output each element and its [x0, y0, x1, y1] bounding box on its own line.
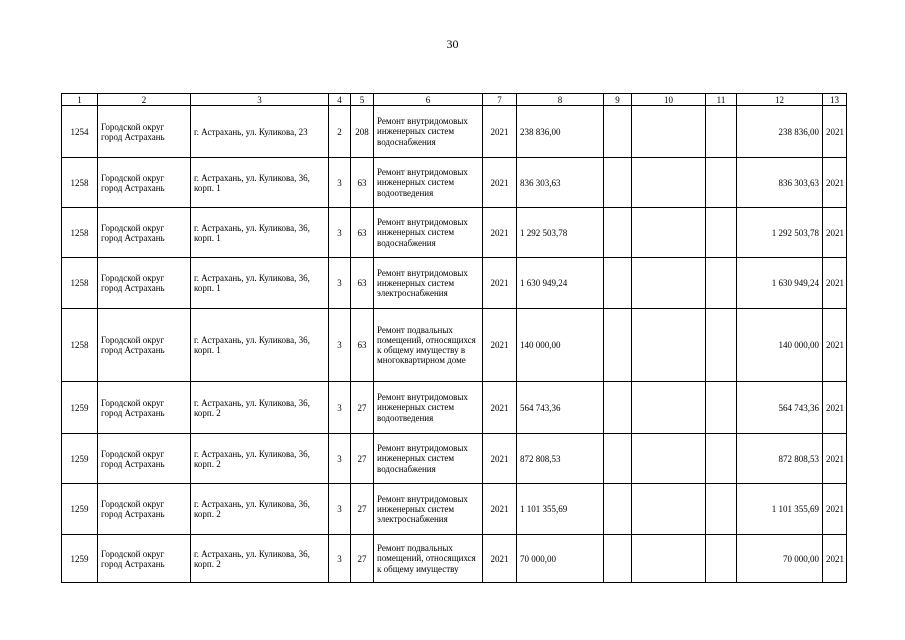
column-11-cell [706, 434, 737, 484]
address-cell: г. Астрахань, ул. Куликова, 36, корп. 1 [191, 158, 329, 208]
column-10-cell [632, 106, 706, 158]
end-year-cell: 2021 [823, 208, 847, 258]
end-year-cell: 2021 [823, 484, 847, 535]
work-type-cell: Ремонт внутридомовых инженерных систем водоснабжения [374, 106, 483, 158]
column-10-cell [632, 258, 706, 309]
column-header-8: 8 [517, 94, 604, 106]
floors-cell: 2 [329, 106, 351, 158]
end-year-cell: 2021 [823, 382, 847, 434]
cost-cell: 1 292 503,78 [517, 208, 604, 258]
column-10-cell [632, 434, 706, 484]
work-type-cell: Ремонт внутридомовых инженерных систем водоснабжения [374, 434, 483, 484]
work-type-cell: Ремонт внутридомовых инженерных систем электроснабжения [374, 258, 483, 309]
address-cell: г. Астрахань, ул. Куликова, 36, корп. 1 [191, 208, 329, 258]
floors-cell: 3 [329, 208, 351, 258]
floors-cell: 3 [329, 158, 351, 208]
address-cell: г. Астрахань, ул. Куликова, 36, корп. 1 [191, 309, 329, 382]
column-9-cell [604, 208, 632, 258]
column-11-cell [706, 106, 737, 158]
column-header-9: 9 [604, 94, 632, 106]
floors-cell: 3 [329, 434, 351, 484]
apartments-cell: 63 [351, 208, 374, 258]
column-header-2: 2 [98, 94, 191, 106]
row-number-cell: 1258 [62, 158, 98, 208]
apartments-cell: 63 [351, 258, 374, 309]
year-cell: 2021 [483, 106, 517, 158]
row-number-cell: 1259 [62, 434, 98, 484]
row-number-cell: 1259 [62, 382, 98, 434]
column-10-cell [632, 484, 706, 535]
municipality-cell: Городской округ город Астрахань [98, 535, 191, 583]
column-10-cell [632, 309, 706, 382]
address-cell: г. Астрахань, ул. Куликова, 36, корп. 2 [191, 382, 329, 434]
table-row [62, 484, 847, 535]
municipality-cell: Городской округ город Астрахань [98, 158, 191, 208]
cost-cell: 70 000,00 [517, 535, 604, 583]
total-cost-cell: 836 303,63 [737, 158, 823, 208]
end-year-cell: 2021 [823, 309, 847, 382]
page-number: 30 [446, 37, 459, 51]
municipality-cell: Городской округ город Астрахань [98, 106, 191, 158]
end-year-cell: 2021 [823, 106, 847, 158]
table-row [62, 535, 847, 583]
column-9-cell [604, 382, 632, 434]
table-row [62, 208, 847, 258]
floors-cell: 3 [329, 382, 351, 434]
column-header-11: 11 [706, 94, 737, 106]
total-cost-cell: 1 101 355,69 [737, 484, 823, 535]
total-cost-cell: 1 292 503,78 [737, 208, 823, 258]
column-11-cell [706, 158, 737, 208]
table-row [62, 309, 847, 382]
apartments-cell: 27 [351, 484, 374, 535]
apartments-cell: 208 [351, 106, 374, 158]
row-number-cell: 1254 [62, 106, 98, 158]
year-cell: 2021 [483, 158, 517, 208]
table-row [62, 258, 847, 309]
address-cell: г. Астрахань, ул. Куликова, 36, корп. 2 [191, 484, 329, 535]
table-row [62, 106, 847, 158]
apartments-cell: 27 [351, 535, 374, 583]
column-10-cell [632, 208, 706, 258]
cost-cell: 238 836,00 [517, 106, 604, 158]
apartments-cell: 63 [351, 309, 374, 382]
total-cost-cell: 70 000,00 [737, 535, 823, 583]
column-11-cell [706, 208, 737, 258]
year-cell: 2021 [483, 434, 517, 484]
column-header-7: 7 [483, 94, 517, 106]
column-header-5: 5 [351, 94, 374, 106]
column-11-cell [706, 309, 737, 382]
column-header-6: 6 [374, 94, 483, 106]
municipality-cell: Городской округ город Астрахань [98, 434, 191, 484]
cost-cell: 1 630 949,24 [517, 258, 604, 309]
end-year-cell: 2021 [823, 158, 847, 208]
municipality-cell: Городской округ город Астрахань [98, 258, 191, 309]
floors-cell: 3 [329, 484, 351, 535]
address-cell: г. Астрахань, ул. Куликова, 23 [191, 106, 329, 158]
total-cost-cell: 564 743,36 [737, 382, 823, 434]
row-number-cell: 1258 [62, 208, 98, 258]
column-10-cell [632, 382, 706, 434]
column-11-cell [706, 535, 737, 583]
cost-cell: 836 303,63 [517, 158, 604, 208]
year-cell: 2021 [483, 535, 517, 583]
cost-cell: 872 808,53 [517, 434, 604, 484]
end-year-cell: 2021 [823, 434, 847, 484]
total-cost-cell: 140 000,00 [737, 309, 823, 382]
year-cell: 2021 [483, 484, 517, 535]
row-number-cell: 1259 [62, 535, 98, 583]
municipality-cell: Городской округ город Астрахань [98, 208, 191, 258]
table-row [62, 382, 847, 434]
work-type-cell: Ремонт подвальных помещений, относящихся к общему имуществу в многоквартирном доме [374, 309, 483, 382]
column-header-3: 3 [191, 94, 329, 106]
work-type-cell: Ремонт внутридомовых инженерных систем электроснабжения [374, 484, 483, 535]
column-9-cell [604, 309, 632, 382]
total-cost-cell: 238 836,00 [737, 106, 823, 158]
cost-cell: 564 743,36 [517, 382, 604, 434]
cost-cell: 1 101 355,69 [517, 484, 604, 535]
municipality-cell: Городской округ город Астрахань [98, 382, 191, 434]
work-type-cell: Ремонт внутридомовых инженерных систем водоотведения [374, 158, 483, 208]
address-cell: г. Астрахань, ул. Куликова, 36, корп. 1 [191, 258, 329, 309]
column-9-cell [604, 106, 632, 158]
apartments-cell: 27 [351, 382, 374, 434]
apartments-cell: 63 [351, 158, 374, 208]
column-header-10: 10 [632, 94, 706, 106]
floors-cell: 3 [329, 258, 351, 309]
column-11-cell [706, 484, 737, 535]
capital-repair-table [61, 93, 847, 583]
row-number-cell: 1259 [62, 484, 98, 535]
municipality-cell: Городской округ город Астрахань [98, 484, 191, 535]
column-header-12: 12 [737, 94, 823, 106]
column-11-cell [706, 382, 737, 434]
row-number-cell: 1258 [62, 309, 98, 382]
municipality-cell: Городской округ город Астрахань [98, 309, 191, 382]
table-row [62, 158, 847, 208]
year-cell: 2021 [483, 382, 517, 434]
column-header-1: 1 [62, 94, 98, 106]
work-type-cell: Ремонт подвальных помещений, относящихся к общему имуществу [374, 535, 483, 583]
apartments-cell: 27 [351, 434, 374, 484]
year-cell: 2021 [483, 258, 517, 309]
year-cell: 2021 [483, 208, 517, 258]
address-cell: г. Астрахань, ул. Куликова, 36, корп. 2 [191, 535, 329, 583]
end-year-cell: 2021 [823, 535, 847, 583]
column-number-row [62, 94, 847, 106]
floors-cell: 3 [329, 535, 351, 583]
address-cell: г. Астрахань, ул. Куликова, 36, корп. 2 [191, 434, 329, 484]
table-row [62, 434, 847, 484]
column-9-cell [604, 484, 632, 535]
year-cell: 2021 [483, 309, 517, 382]
column-9-cell [604, 434, 632, 484]
row-number-cell: 1258 [62, 258, 98, 309]
total-cost-cell: 872 808,53 [737, 434, 823, 484]
column-11-cell [706, 258, 737, 309]
cost-cell: 140 000,00 [517, 309, 604, 382]
end-year-cell: 2021 [823, 258, 847, 309]
total-cost-cell: 1 630 949,24 [737, 258, 823, 309]
column-9-cell [604, 535, 632, 583]
column-header-4: 4 [329, 94, 351, 106]
floors-cell: 3 [329, 309, 351, 382]
column-10-cell [632, 535, 706, 583]
column-9-cell [604, 158, 632, 208]
work-type-cell: Ремонт внутридомовых инженерных систем водоотведения [374, 382, 483, 434]
column-10-cell [632, 158, 706, 208]
column-9-cell [604, 258, 632, 309]
column-header-13: 13 [823, 94, 847, 106]
work-type-cell: Ремонт внутридомовых инженерных систем водоснабжения [374, 208, 483, 258]
